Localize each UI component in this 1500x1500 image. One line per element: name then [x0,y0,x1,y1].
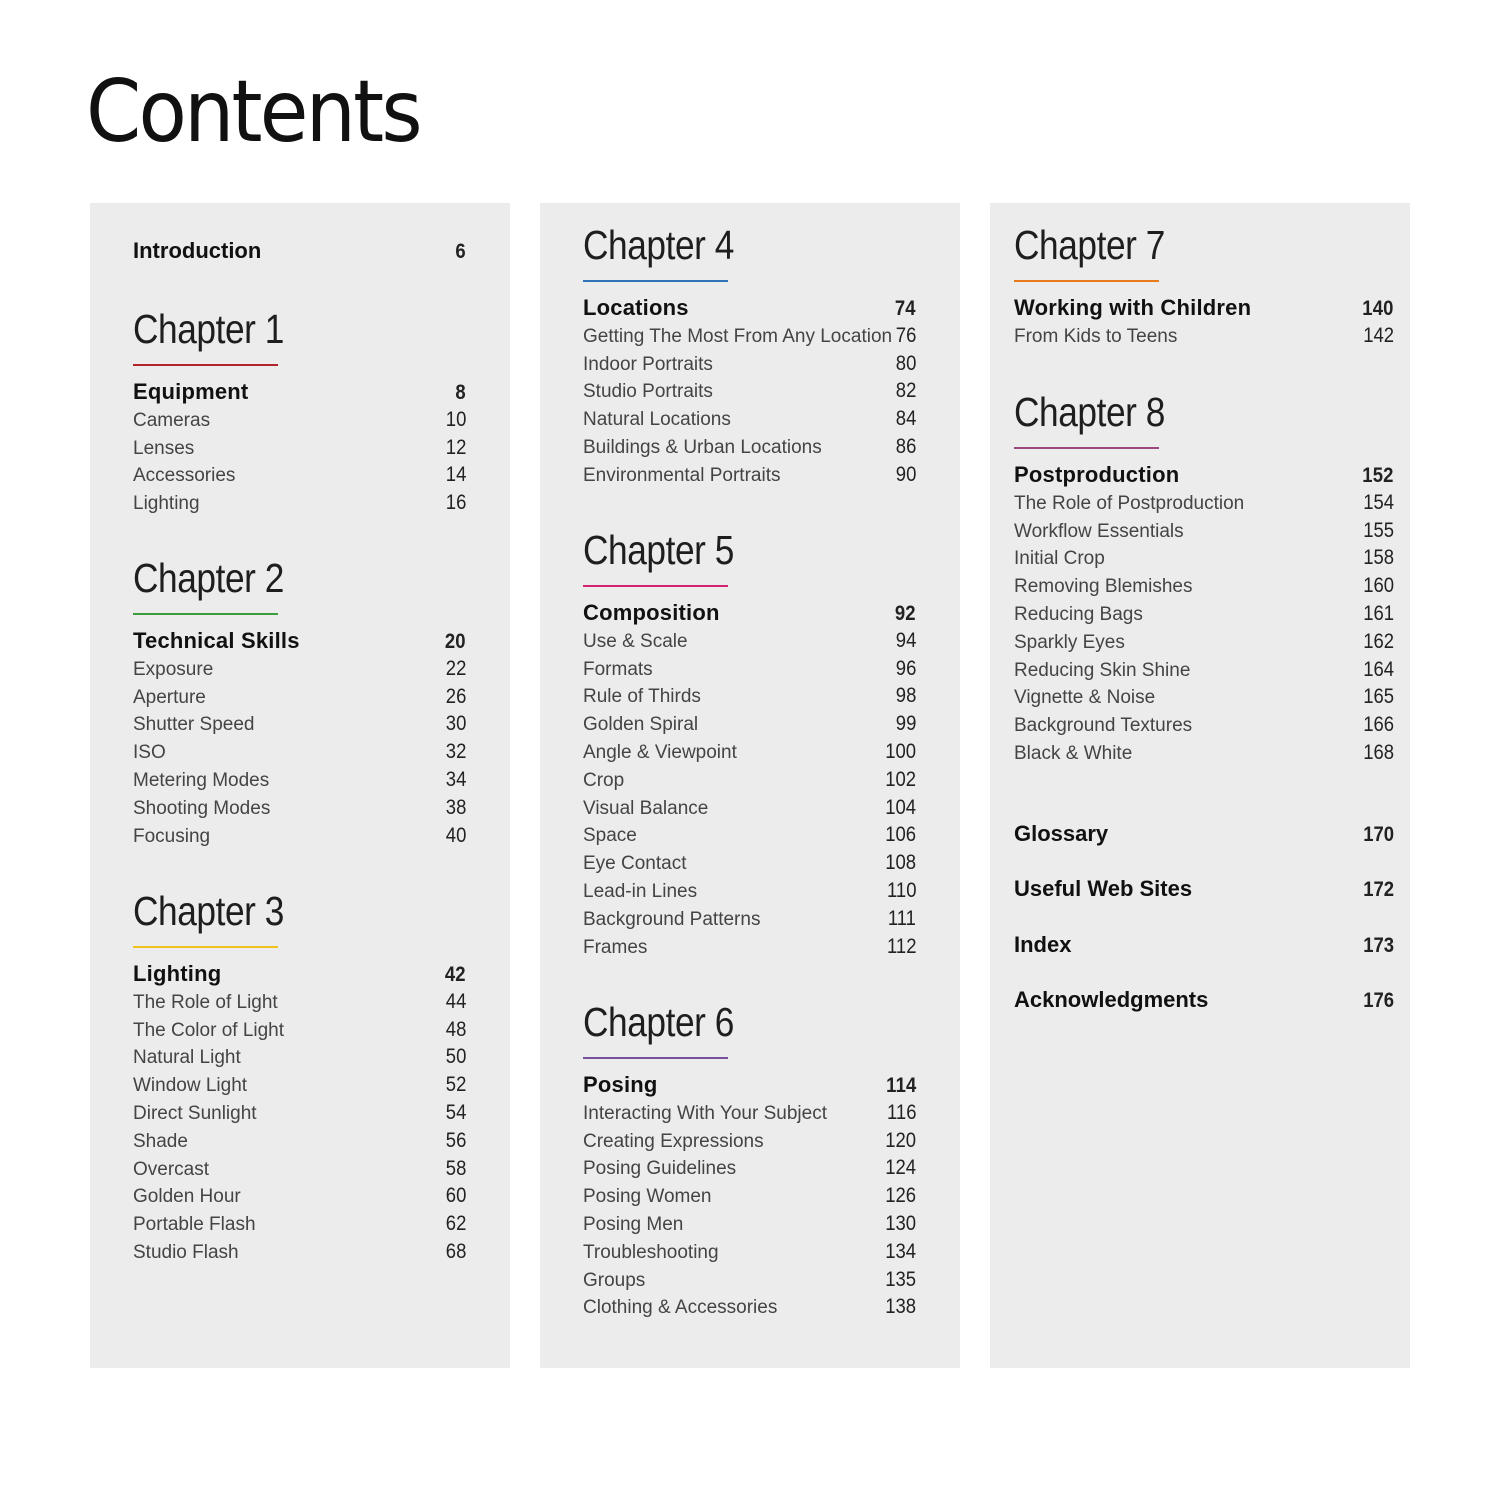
chapter-divider [1014,447,1159,449]
chapter-heading: Chapter 7 [1014,222,1165,268]
toc-main-entry[interactable] [1014,294,1394,322]
toc-entry[interactable] [583,1210,916,1238]
entry-page: 108 [885,851,916,875]
entry-label: Shooting Modes [133,797,271,819]
entry-page: 102 [885,767,916,791]
chapter-divider [133,946,278,948]
toc-entry[interactable] [133,710,466,738]
entry-label: Natural Light [133,1047,241,1069]
entry-label: Black & White [1014,742,1133,764]
entry-label: Acknowledgments [1014,987,1209,1013]
entry-page: 170 [1363,823,1394,846]
entry-label: Creating Expressions [583,1130,764,1152]
toc-entry[interactable] [1014,572,1394,600]
toc-entry[interactable] [133,1099,466,1127]
chapter-3-section [133,886,466,1266]
toc-entry[interactable] [133,1155,466,1183]
toc-main-entry[interactable] [133,378,466,406]
chapter-entries [133,960,466,1266]
entry-label: Workflow Essentials [1014,520,1184,542]
chapter-divider [583,585,728,587]
toc-entry[interactable] [133,1210,466,1238]
entry-page: 10 [445,407,466,431]
chapter-heading: Chapter 5 [583,527,734,573]
chapter-2-section [133,553,466,849]
entry-label: Buildings & Urban Locations [583,436,822,458]
entry-label: Posing Women [583,1186,712,1208]
entry-label: Rule of Thirds [583,686,701,708]
toc-backmatter-entry[interactable] [1014,986,1394,1014]
chapter-entries [583,1071,916,1321]
entry-label: Removing Blemishes [1014,576,1193,598]
chapter-entries [583,599,916,960]
entry-label: Environmental Portraits [583,464,781,486]
entry-label: Portable Flash [133,1214,256,1236]
entry-label: Lead-in Lines [583,880,698,902]
entry-page: 86 [895,434,916,458]
toc-entry[interactable] [133,1016,466,1044]
entry-page: 44 [445,989,466,1013]
chapter-entries [1014,461,1394,767]
entry-label: Visual Balance [583,797,709,819]
entry-page: 40 [445,823,466,847]
entry-page: 104 [885,795,916,819]
entry-page: 74 [895,297,916,320]
toc-entry[interactable] [133,1071,466,1099]
entry-label: Sparkly Eyes [1014,631,1125,653]
entry-label: Lighting [133,493,200,515]
page-title: Contents [86,62,420,162]
toc-entry[interactable] [1014,683,1394,711]
entry-page: 172 [1363,878,1394,902]
toc-entry[interactable] [133,988,466,1016]
toc-main-entry[interactable] [133,960,466,988]
toc-entry[interactable] [583,1127,916,1155]
entry-label: Direct Sunlight [133,1102,257,1124]
entry-page: 142 [1363,323,1394,347]
entry-label: Posing Guidelines [583,1158,737,1180]
entry-page: 134 [885,1239,916,1263]
chapter-divider [133,613,278,615]
entry-label: Golden Hour [133,1186,241,1208]
entry-page: 68 [445,1239,466,1263]
entry-page: 162 [1363,629,1394,653]
entry-page: 12 [445,435,466,459]
chapter-entries [133,627,466,849]
entry-label: Vignette & Noise [1014,687,1156,709]
entry-page: 34 [445,767,466,791]
chapter-6-section [583,997,916,1321]
entry-label: Technical Skills [133,628,300,653]
toc-entry[interactable] [583,766,916,794]
entry-label: Frames [583,936,648,958]
entry-label: Interacting With Your Subject [583,1102,827,1124]
toc-entry[interactable] [1014,517,1394,545]
entry-label: Studio Portraits [583,381,713,403]
entry-label: Golden Spiral [583,714,699,736]
entry-page: 84 [895,407,916,431]
toc-entry[interactable] [583,322,916,350]
entry-label: Posing [583,1072,658,1097]
entry-label: Natural Locations [583,409,731,431]
toc-entry[interactable] [1014,739,1394,767]
contents-column-3 [990,203,1410,1368]
toc-main-entry[interactable] [583,599,916,627]
entry-page: 120 [885,1128,916,1152]
entry-page: 116 [886,1100,916,1124]
entry-label: Space [583,825,637,847]
back-matter-list [1014,820,1394,1042]
entry-page: 30 [445,712,466,736]
toc-entry[interactable] [1014,600,1394,628]
entry-page: 130 [885,1211,916,1235]
entry-label: Window Light [133,1075,248,1097]
toc-entry[interactable] [583,655,916,683]
entry-page: 155 [1363,518,1394,542]
toc-entry[interactable] [133,406,466,434]
chapter-entries [1014,294,1394,350]
entry-page: 90 [895,462,916,486]
toc-entry[interactable] [583,1099,916,1127]
entry-label: Working with Children [1014,295,1252,320]
toc-main-entry[interactable] [133,627,466,655]
entry-label: Background Textures [1014,715,1193,737]
toc-backmatter-entry[interactable] [1014,875,1394,903]
chapter-entries [583,294,916,489]
entry-page: 54 [445,1100,466,1124]
toc-backmatter-entry[interactable] [1014,820,1394,848]
toc-entry[interactable] [133,1127,466,1155]
toc-entry[interactable] [583,1182,916,1210]
chapter-heading: Chapter 8 [1014,389,1165,435]
toc-entry[interactable] [133,655,466,683]
entry-page: 176 [1363,989,1394,1013]
toc-entry[interactable] [133,1182,466,1210]
entry-label: From Kids to Teens [1014,325,1178,347]
toc-entry[interactable] [583,877,916,905]
entry-page: 56 [445,1128,466,1152]
toc-entry[interactable] [133,461,466,489]
entry-label: The Role of Light [133,991,278,1013]
entry-page: 126 [885,1184,916,1208]
entry-label: Metering Modes [133,769,270,791]
entry-page: 6 [455,240,466,263]
entry-page: 135 [885,1267,916,1291]
chapter-heading: Chapter 3 [133,888,284,934]
toc-entry[interactable] [583,1293,916,1321]
entry-label: Background Patterns [583,908,761,930]
entry-label: Glossary [1014,821,1109,846]
toc-entry[interactable] [1014,489,1394,517]
toc-entry[interactable] [583,350,916,378]
entry-page: 20 [445,630,466,653]
entry-page: 48 [445,1017,466,1041]
toc-main-entry[interactable] [583,1071,916,1099]
chapter-divider [583,1057,728,1059]
chapter-1-section [133,304,466,517]
entry-label: Troubleshooting [583,1241,719,1263]
entry-label: Aperture [133,686,206,708]
toc-entry[interactable] [133,434,466,462]
entry-page: 100 [885,739,916,763]
chapter-4-section [583,220,916,489]
toc-entry[interactable] [583,682,916,710]
toc-entry[interactable] [583,627,916,655]
entry-page: 98 [895,684,916,708]
toc-entry[interactable] [1014,544,1394,572]
entry-label: Reducing Bags [1014,603,1143,625]
entry-page: 165 [1363,685,1394,709]
entry-page: 164 [1363,657,1394,681]
entry-page: 140 [1362,297,1394,320]
entry-label: Postproduction [1014,462,1180,487]
entry-page: 80 [895,351,916,375]
toc-entry[interactable] [583,1266,916,1294]
toc-entry[interactable] [133,1238,466,1266]
entry-label: Focusing [133,825,211,847]
toc-entry[interactable] [583,905,916,933]
entry-page: 124 [885,1156,916,1180]
chapter-5-section [583,525,916,960]
contents-column-1 [90,203,510,1368]
entry-label: Cameras [133,409,211,431]
toc-entry[interactable] [1014,322,1394,350]
chapter-heading: Chapter 4 [583,222,734,268]
entry-label: Accessories [133,465,236,487]
entry-label: Shutter Speed [133,714,255,736]
toc-entry[interactable] [583,849,916,877]
entry-label: Groups [583,1269,646,1291]
entry-page: 168 [1363,740,1394,764]
entry-page: 96 [895,656,916,680]
entry-page: 160 [1363,574,1394,598]
toc-entry[interactable] [583,405,916,433]
entry-page: 154 [1363,490,1394,514]
entry-label: Posing Men [583,1213,684,1235]
entry-page: 111 [887,906,916,930]
entry-page: 106 [885,823,916,847]
entry-page: 42 [445,963,466,986]
entry-page: 94 [895,628,916,652]
entry-page: 22 [445,656,466,680]
entry-page: 166 [1363,713,1394,737]
chapter-divider [133,364,278,366]
entry-page: 110 [886,878,916,902]
entry-label: Angle & Viewpoint [583,741,737,763]
entry-page: 173 [1363,933,1394,957]
entry-label: Shade [133,1130,188,1152]
entry-page: 16 [445,491,466,515]
entry-page: 8 [455,381,466,404]
entry-page: 26 [445,684,466,708]
toc-entry[interactable] [583,821,916,849]
chapter-divider [583,280,728,282]
toc-entry[interactable] [133,822,466,850]
entry-label: Formats [583,658,653,680]
entry-page: 92 [895,602,916,625]
toc-main-entry[interactable] [583,294,916,322]
toc-entry[interactable] [583,433,916,461]
entry-page: 112 [886,934,916,958]
entry-label: Getting The Most From Any Location [583,325,893,347]
entry-page: 158 [1363,546,1394,570]
entry-page: 114 [885,1074,916,1097]
entry-label: Studio Flash [133,1241,239,1263]
entry-label: Composition [583,600,720,625]
entry-label: Lenses [133,437,195,459]
entry-label: The Role of Postproduction [1014,492,1245,514]
toc-entry[interactable] [583,461,916,489]
chapter-heading: Chapter 2 [133,555,284,601]
toc-entry[interactable] [133,794,466,822]
entry-page: 76 [895,323,916,347]
entry-label: Use & Scale [583,630,688,652]
entry-label: Crop [583,769,625,791]
toc-entry[interactable] [1014,711,1394,739]
entry-page: 60 [445,1184,466,1208]
entry-label: Exposure [133,658,214,680]
chapter-heading: Chapter 1 [133,306,284,352]
entry-label: Introduction [133,238,262,263]
toc-main-entry[interactable] [1014,461,1394,489]
toc-entry[interactable] [133,766,466,794]
contents-column-2 [540,203,960,1368]
toc-entry[interactable] [583,377,916,405]
entry-label: Overcast [133,1158,210,1180]
toc-backmatter-entry[interactable] [1014,931,1394,959]
entry-label: Locations [583,295,689,320]
entry-page: 152 [1362,464,1394,487]
entry-page: 138 [885,1295,916,1319]
entry-page: 38 [445,795,466,819]
entry-page: 99 [895,712,916,736]
entry-page: 14 [445,463,466,487]
toc-entry[interactable] [133,683,466,711]
entry-label: Useful Web Sites [1014,876,1193,902]
toc-entry[interactable] [583,738,916,766]
toc-entry[interactable] [1014,628,1394,656]
entry-label: Eye Contact [583,853,687,875]
entry-label: Clothing & Accessories [583,1297,778,1319]
toc-entry[interactable] [583,794,916,822]
toc-entry[interactable] [133,1043,466,1071]
entry-label: Initial Crop [1014,548,1105,570]
entry-label: The Color of Light [133,1019,285,1041]
entry-page: 161 [1363,601,1394,625]
toc-entry[interactable] [133,489,466,517]
toc-entry[interactable] [583,1154,916,1182]
entry-label: Lighting [133,961,222,986]
toc-entry[interactable] [133,738,466,766]
entry-page: 62 [445,1212,466,1236]
entry-page: 32 [445,740,466,764]
toc-entry[interactable] [1014,656,1394,684]
toc-entry[interactable] [583,933,916,961]
entry-page: 82 [895,379,916,403]
toc-entry[interactable] [583,1238,916,1266]
chapter-divider [1014,280,1159,282]
entry-label: Indoor Portraits [583,353,713,375]
entry-page: 58 [445,1156,466,1180]
entry-label: ISO [133,742,166,764]
entry-label: Reducing Skin Shine [1014,659,1191,681]
entry-page: 50 [445,1045,466,1069]
chapter-8-section [1014,387,1394,767]
chapter-entries [133,378,466,517]
entry-label: Index [1014,931,1072,957]
toc-entry[interactable] [583,710,916,738]
entry-page: 52 [445,1073,466,1097]
toc-entry-introduction[interactable] [133,237,466,265]
chapter-heading: Chapter 6 [583,999,734,1045]
chapter-7-section [1014,220,1394,350]
entry-label: Equipment [133,379,249,404]
